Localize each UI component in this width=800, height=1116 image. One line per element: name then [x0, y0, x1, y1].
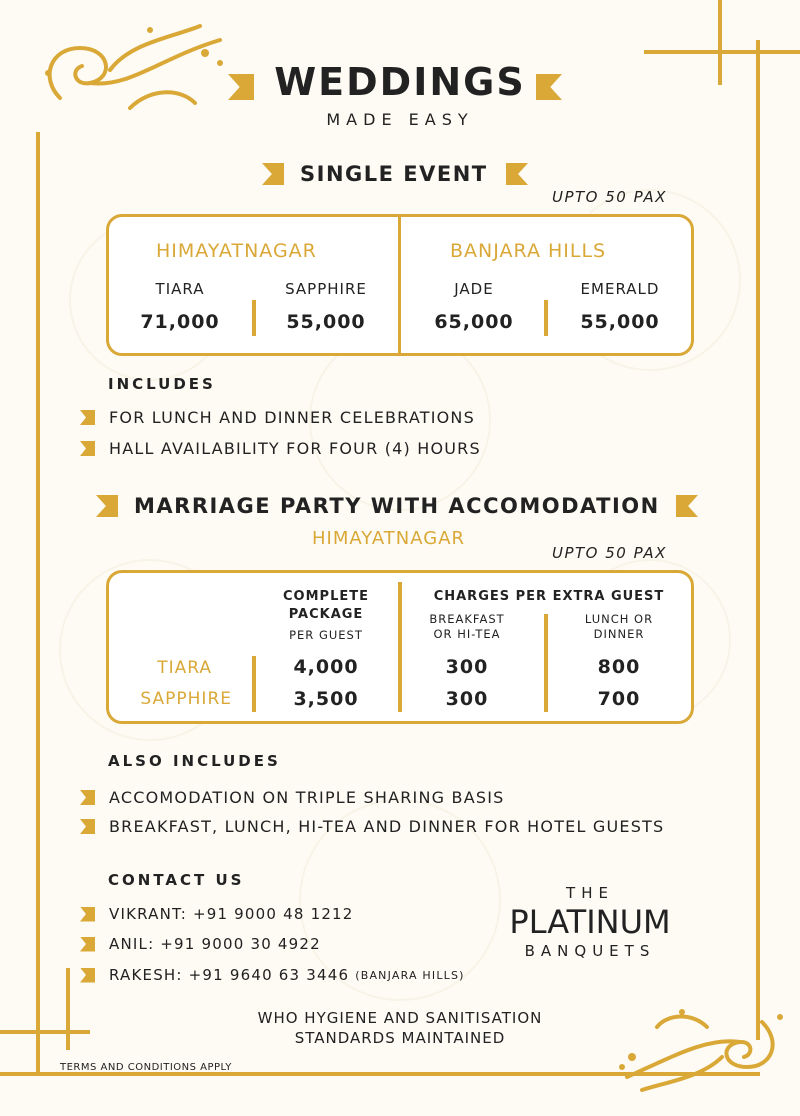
- single-event-pax: UPTO 50 PAX: [552, 188, 667, 206]
- row-name-tiara: TIARA: [157, 658, 212, 678]
- bullet-icon: [80, 907, 95, 922]
- list-item: [80, 817, 664, 836]
- also-include-item: ACCOMODATION ON TRIPLE SHARING BASIS: [109, 788, 505, 807]
- list-item: [80, 439, 481, 458]
- brand-the: THE: [566, 884, 614, 902]
- venue-name: TIARA: [155, 280, 205, 298]
- col-package-line1: COMPLETE: [283, 589, 369, 604]
- contact-item: [80, 905, 354, 923]
- venue-name: JADE: [454, 280, 494, 298]
- bullet-icon: [80, 819, 95, 834]
- who-line-2: STANDARDS MAINTAINED: [294, 1029, 506, 1047]
- brand-banquets: BANQUETS: [524, 942, 656, 960]
- also-includes-heading: ALSO INCLUDES: [108, 752, 281, 770]
- list-item: [80, 408, 475, 427]
- frame-top-right-h: [644, 50, 800, 54]
- page-title: WEDDINGS: [274, 60, 526, 104]
- col-breakfast-line1: BREAKFAST: [429, 612, 505, 626]
- contact-text[interactable]: ANIL: +91 9000 30 4922: [109, 935, 321, 953]
- venue-name: EMERALD: [580, 280, 660, 298]
- col-lunch-line1: LUNCH OR: [584, 612, 654, 626]
- marriage-pax: UPTO 50 PAX: [552, 544, 667, 562]
- single-event-divider: [398, 216, 401, 354]
- breakfast-price: 300: [445, 688, 489, 710]
- col-package-sub: PER GUEST: [289, 628, 363, 642]
- package-divider: [252, 656, 256, 712]
- venue-divider: [544, 300, 548, 336]
- venue-price: 55,000: [580, 311, 660, 333]
- row-name-sapphire: SAPPHIRE: [140, 689, 232, 709]
- package-price: 4,000: [293, 656, 359, 678]
- contact-note: (BANJARA HILLS): [355, 968, 465, 982]
- contact-text[interactable]: RAKESH: +91 9640 63 3446: [109, 966, 350, 984]
- meal-divider: [544, 614, 548, 712]
- marriage-city: HIMAYATNAGAR: [312, 528, 466, 549]
- col-lunch-header: [564, 612, 674, 642]
- col-package-header: [266, 588, 386, 624]
- lunch-price: 700: [597, 688, 641, 710]
- bullet-icon: [80, 968, 95, 983]
- frame-left: [36, 132, 40, 1072]
- bullet-icon: [80, 937, 95, 952]
- bullet-icon: [80, 790, 95, 805]
- terms-note: TERMS AND CONDITIONS APPLY: [60, 1062, 232, 1073]
- location-himayatnagar: HIMAYATNAGAR: [156, 240, 317, 262]
- brand-name: PLATINUM: [509, 903, 671, 941]
- col-breakfast-header: [412, 612, 522, 642]
- contact-heading: CONTACT US: [108, 871, 245, 889]
- bullet-icon: [80, 441, 95, 456]
- page-subtitle: MADE EASY: [326, 110, 474, 129]
- also-include-item: BREAKFAST, LUNCH, HI-TEA AND DINNER FOR HOTEL GUESTS: [109, 817, 665, 836]
- col-breakfast-line2: OR HI-TEA: [433, 627, 501, 641]
- package-price: 3,500: [293, 688, 359, 710]
- venue-price: 55,000: [286, 311, 366, 333]
- includes-heading: INCLUDES: [108, 375, 216, 393]
- col-lunch-line2: DINNER: [593, 627, 645, 641]
- who-line-1: WHO HYGIENE AND SANITISATION: [257, 1009, 543, 1027]
- breakfast-price: 300: [445, 656, 489, 678]
- venue-divider: [252, 300, 256, 336]
- location-banjara-hills: BANJARA HILLS: [450, 240, 607, 262]
- brand-logo: [480, 884, 700, 960]
- extra-divider: [398, 582, 402, 712]
- venue-name: SAPPHIRE: [285, 280, 367, 298]
- include-item: FOR LUNCH AND DINNER CELEBRATIONS: [109, 408, 475, 427]
- col-extra-header: CHARGES PER EXTRA GUEST: [433, 589, 665, 604]
- bullet-icon: [80, 410, 95, 425]
- contact-text[interactable]: VIKRANT: +91 9000 48 1212: [109, 905, 354, 923]
- lunch-price: 800: [597, 656, 641, 678]
- include-item: HALL AVAILABILITY FOR FOUR (4) HOURS: [109, 439, 481, 458]
- col-package-line2: PACKAGE: [288, 607, 364, 622]
- frame-right: [756, 40, 760, 1040]
- venue-price: 65,000: [434, 311, 514, 333]
- contact-item: [80, 935, 321, 953]
- contact-item: [80, 966, 465, 984]
- single-event-heading: SINGLE EVENT: [300, 162, 488, 186]
- list-item: [80, 788, 504, 807]
- venue-price: 71,000: [140, 311, 220, 333]
- marriage-heading: MARRIAGE PARTY WITH ACCOMODATION: [134, 494, 660, 518]
- title-block: [0, 60, 800, 129]
